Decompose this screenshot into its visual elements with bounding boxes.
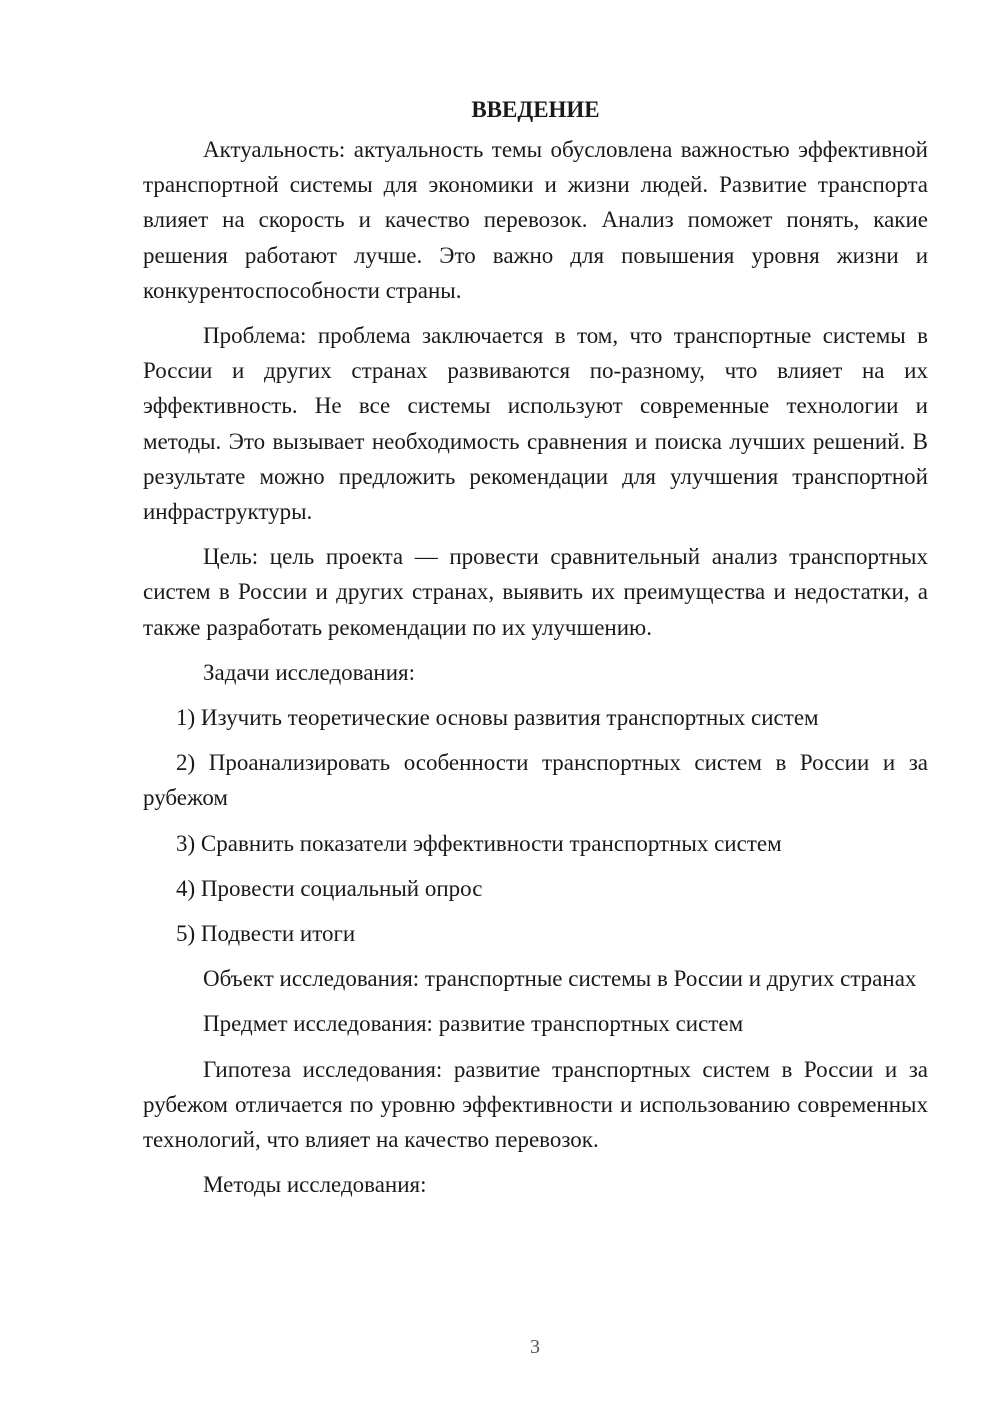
list-item: 2) Проанализировать особенности транспортных систем в России и за рубежом: [143, 750, 928, 811]
list-item: 5) Подвести итоги: [176, 921, 356, 947]
paragraph-tasks-intro: Задачи исследования:: [203, 659, 416, 685]
paragraph-methods: Методы исследования:: [203, 1172, 427, 1198]
paragraph-goal: Цель: цель проекта — провести сравнительный анализ транспортных систем в России и других странах, выявить их преимущества и недостатки, а также разработать рекомендации по их улучшению.: [143, 544, 928, 640]
document-heading: ВВЕДЕНИЕ: [471, 97, 600, 122]
paragraph-subject: Предмет исследования: развитие транспортных систем: [203, 1011, 744, 1037]
page-number: 3: [530, 1336, 540, 1358]
list-item: 3) Сравнить показатели эффективности транспортных систем: [176, 830, 782, 856]
paragraph-hypothesis: Гипотеза исследования: развитие транспортных систем в России и за рубежом отличается по уровню эффективности и использованию современных технологий, что влияет на качество перевозок.: [143, 1056, 928, 1153]
paragraph-problem: Проблема: проблема заключается в том, что транспортные системы в России и других странах развиваются по-разному, что влияет на их эффективность. Не все системы используют современные технологии и методы. Это вызывает необходимость сравнения и поиска лучших решений. В результате можно предложить рекомендации для улучшения транспортной инфраструктуры.: [143, 323, 928, 525]
tasks-list: [143, 700, 928, 951]
list-item: 4) Провести социальный опрос: [176, 875, 483, 901]
document-page: [143, 92, 928, 1212]
paragraph-relevance: Актуальность: актуальность темы обусловлена важностью эффективной транспортной системы для экономики и жизни людей. Развитие транспорта влияет на скорость и качество перевозок. Анализ поможет понять, какие решения работают лучше. Это важно для повышения уровня жизни и конкурентоспособности страны.: [143, 137, 928, 303]
paragraph-object: Объект исследования: транспортные системы в России и других странах: [203, 966, 917, 992]
list-item: 1) Изучить теоретические основы развития транспортных систем: [176, 705, 819, 731]
